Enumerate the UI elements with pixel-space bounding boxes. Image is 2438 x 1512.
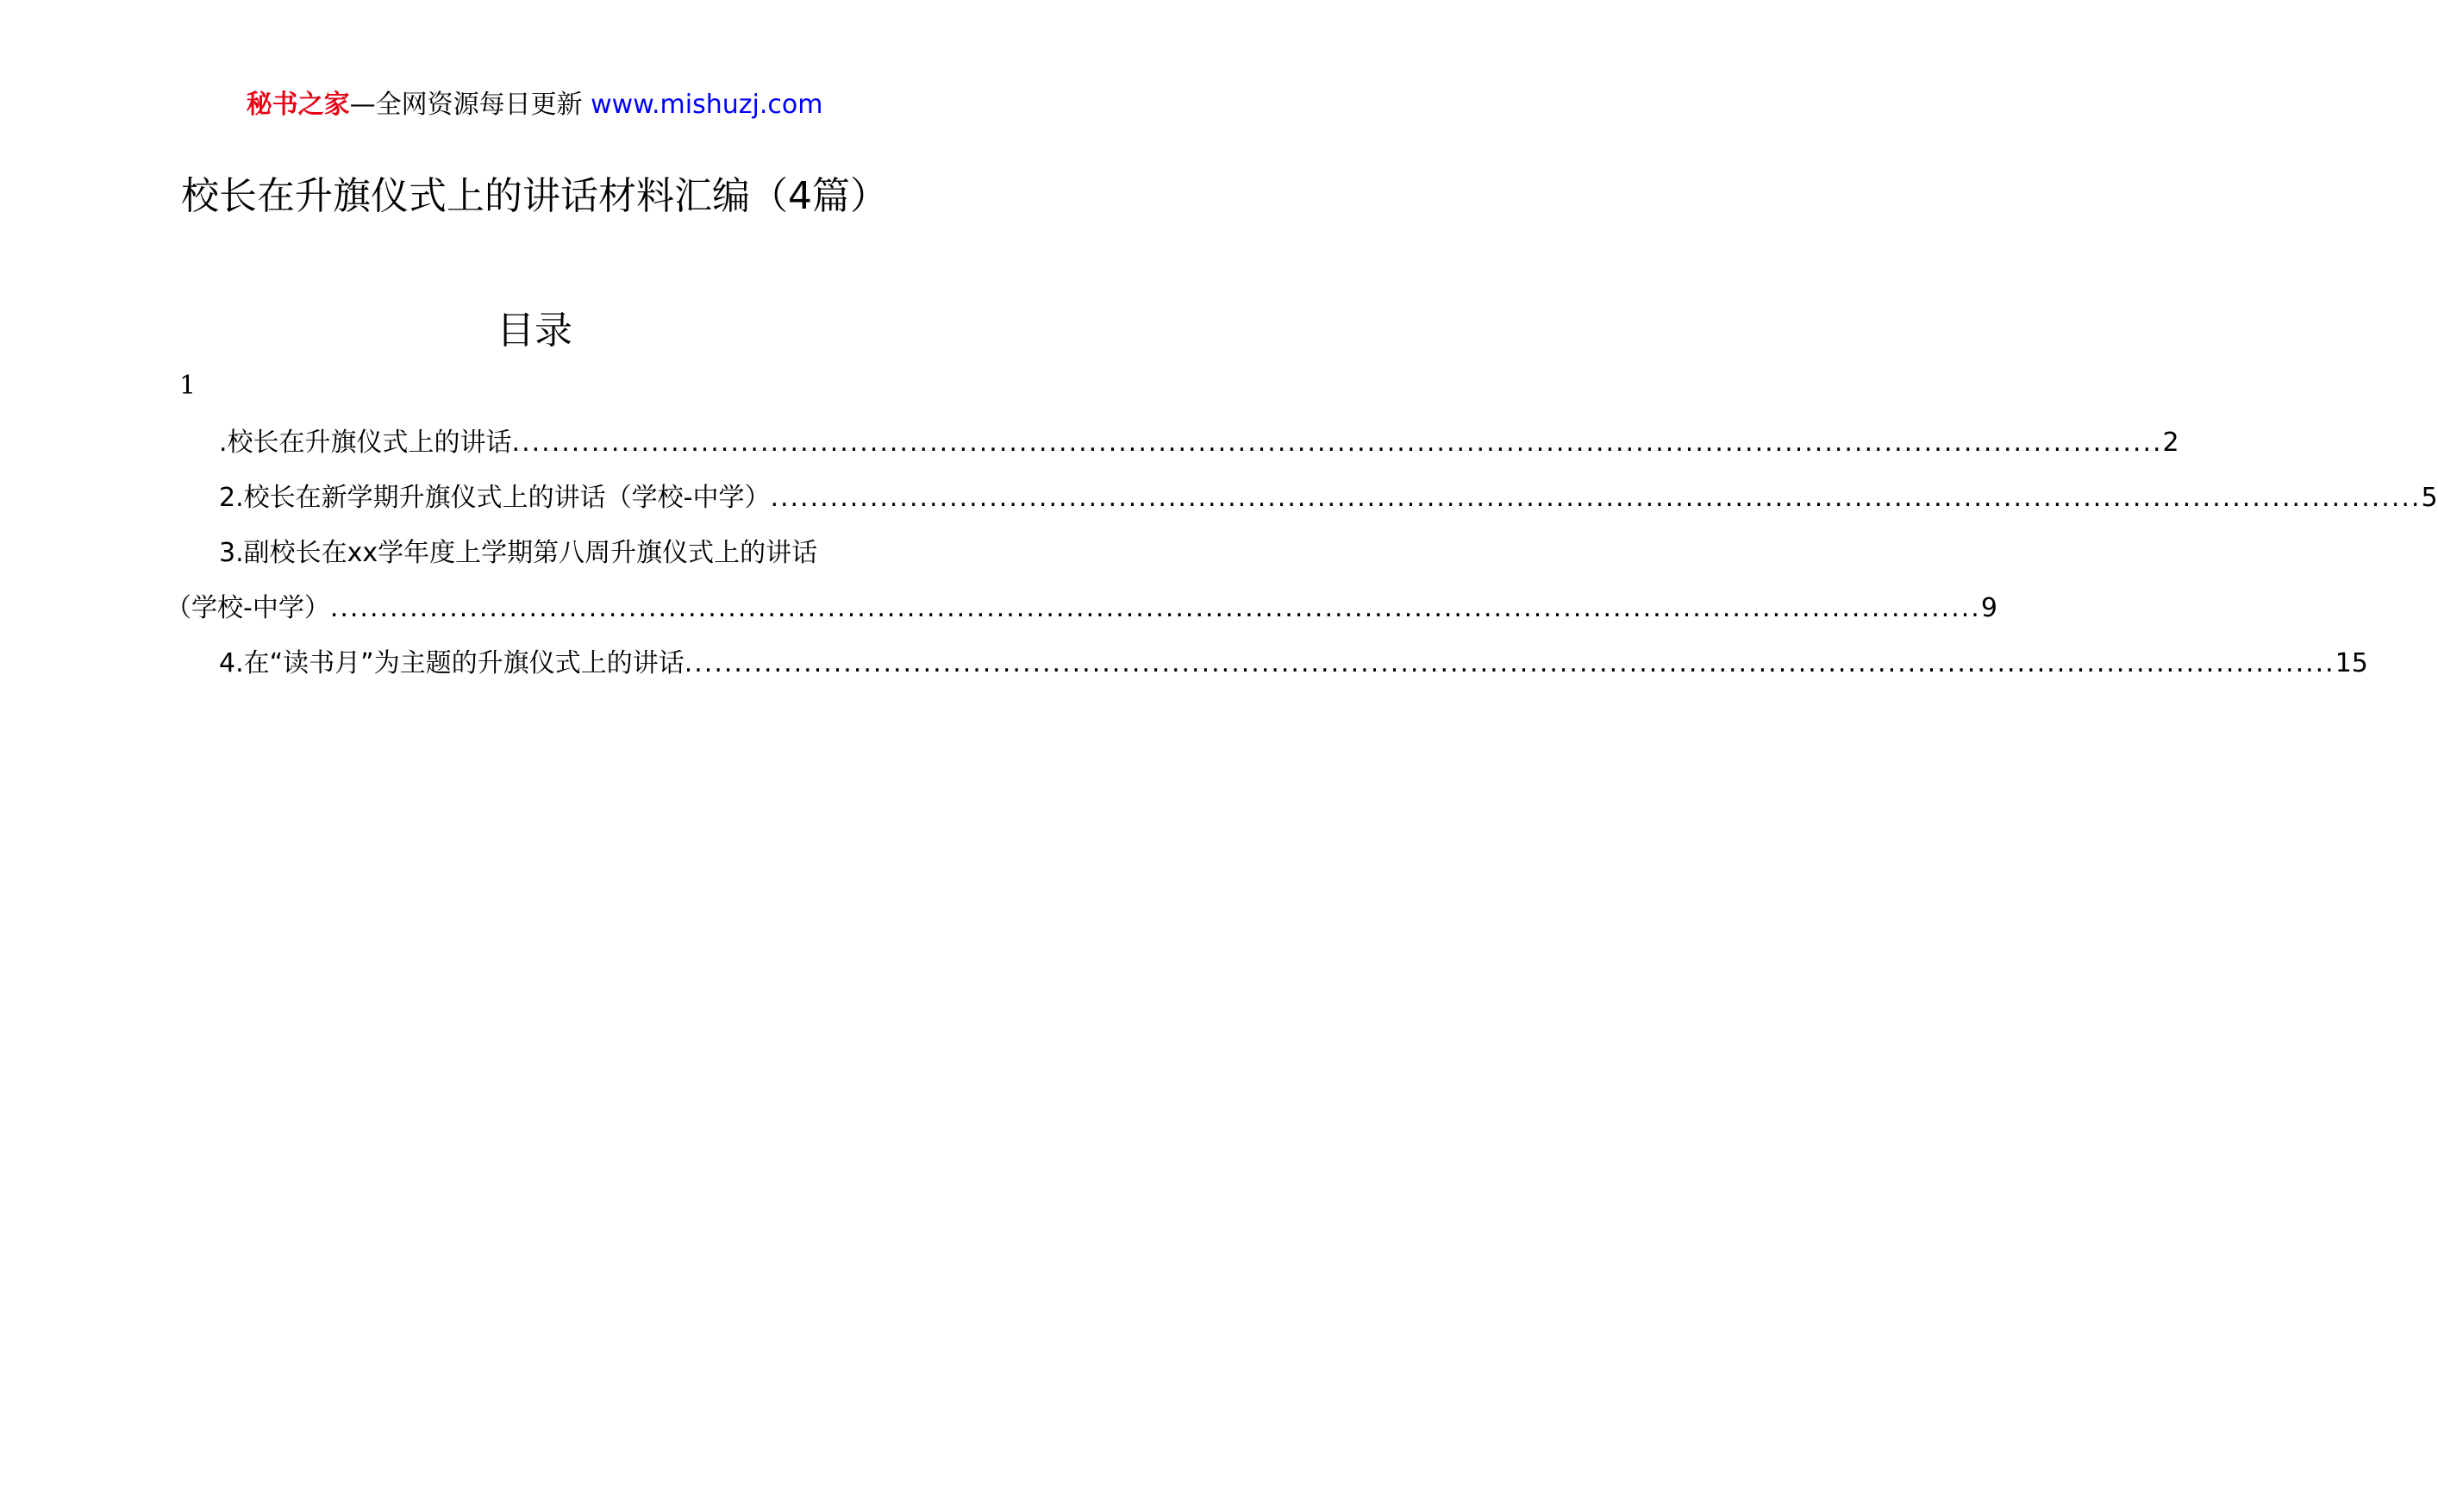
toc-entry-text: .校长在升旗仪式上的讲话 xyxy=(219,428,512,458)
toc-entry-3-line2[interactable] xyxy=(166,591,1997,626)
toc-heading: 目录 xyxy=(497,309,572,353)
toc-entry-4[interactable] xyxy=(219,647,2368,681)
toc-entry-text: （学校-中学） xyxy=(166,593,330,623)
site-header xyxy=(0,86,1069,124)
toc-leader-dots: ...................................................................................................................................................................... xyxy=(684,648,2335,678)
toc-stray-number: 1 xyxy=(179,371,197,401)
toc-entry-text: 3.副校长在xx学年度上学期第八周升旗仪式上的讲话 xyxy=(219,538,818,568)
site-url-link[interactable]: www.mishuzj.com xyxy=(591,90,823,120)
toc-page-number: 9 xyxy=(1980,593,1997,623)
toc-entry-text: 4.在“读书月”为主题的升旗仪式上的讲话 xyxy=(219,648,685,678)
toc-leader-dots: ...................................................................................................................................................................... xyxy=(511,428,2163,458)
toc-entry-2[interactable] xyxy=(219,481,2438,515)
document-title: 校长在升旗仪式上的讲话材料汇编（4篇） xyxy=(181,174,888,218)
header-tagline: —全网资源每日更新 xyxy=(349,90,583,120)
toc-entry-3-line1[interactable] xyxy=(219,536,903,571)
toc-leader-dots: ...................................................................................................................................................................... xyxy=(770,483,2422,513)
toc-page-number: 2 xyxy=(2162,428,2179,458)
toc-entry-text: 2.校长在新学期升旗仪式上的讲话（学校-中学） xyxy=(219,483,771,513)
toc-page-number: 5 xyxy=(2421,483,2438,513)
toc-leader-dots: ...................................................................................................................................................................... xyxy=(329,593,1981,623)
toc-page-number: 15 xyxy=(2335,648,2368,678)
brand-name: 秘书之家 xyxy=(246,90,350,120)
toc-entry-1[interactable] xyxy=(219,426,2179,460)
